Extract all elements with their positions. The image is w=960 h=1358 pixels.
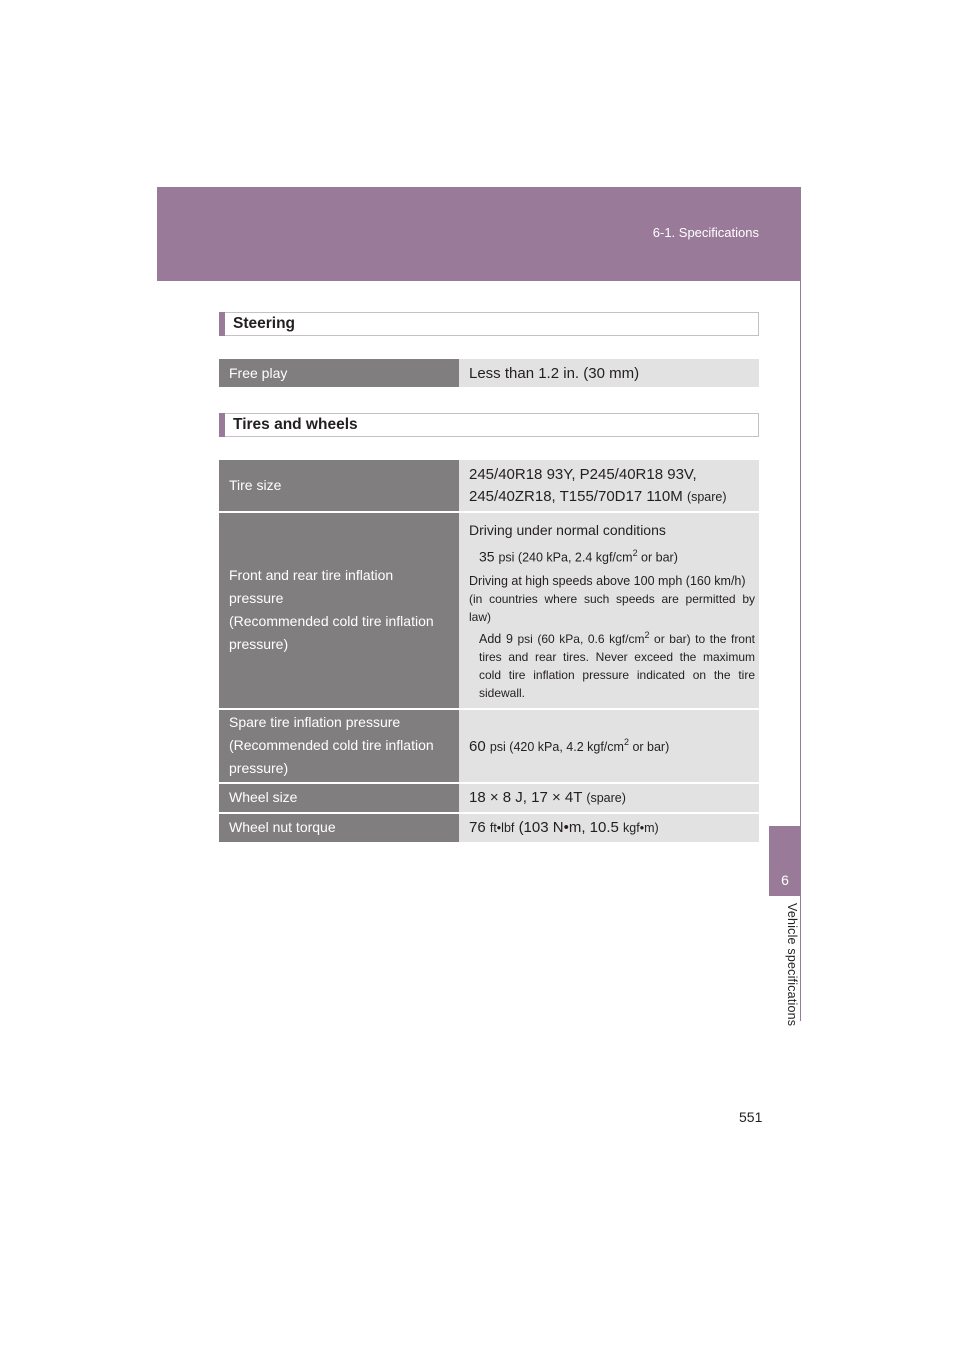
row-value: 245/40R18 93Y, P245/40R18 93V, 245/40ZR18, T155/70D17 110M (spare) bbox=[459, 460, 759, 512]
table-row bbox=[219, 460, 759, 512]
table-row bbox=[219, 813, 759, 843]
table-row bbox=[219, 512, 759, 709]
side-divider bbox=[800, 281, 801, 1021]
tires-heading: Tires and wheels bbox=[219, 413, 759, 437]
section-title: 6-1. Specifications bbox=[652, 225, 759, 240]
table-row bbox=[219, 709, 759, 783]
row-value: 76 ft•lbf (103 N•m, 10.5 kgf•m) bbox=[459, 813, 759, 843]
tires-table bbox=[219, 460, 759, 844]
row-value: 18 × 8 J, 17 × 4T (spare) bbox=[459, 783, 759, 813]
row-value: Driving under normal conditions 35 psi (240 kPa, 2.4 kgf/$cm^2$ or bar) Driving at high speeds above 100 mph (160 km/h) (in countries where such speeds are permitted by law) Add 9 psi (60 kPa, 0.6 kgf/$cm^2$ or bar) to the front tires and rear tires. Never exceed the maximum cold tire inflation pressure indicated on the tire sidewall. bbox=[459, 512, 759, 709]
row-label: Wheel size bbox=[219, 783, 459, 813]
page-number: 551 bbox=[739, 1109, 763, 1125]
steering-heading: Steering bbox=[219, 312, 759, 336]
chapter-number: 6 bbox=[781, 872, 789, 888]
steering-table bbox=[219, 359, 759, 389]
page-header bbox=[157, 187, 801, 281]
row-value: Less than 1.2 in. (30 mm) bbox=[459, 359, 759, 388]
table-row bbox=[219, 359, 759, 388]
row-label: Front and rear tire inflation pressure (Recommended cold tire inflation pressure) bbox=[219, 512, 459, 709]
row-label: Spare tire inflation pressure (Recommended cold tire inflation pressure) bbox=[219, 709, 459, 783]
row-value: 60 psi (420 kPa, 4.2 kgf/$cm^2$ or bar) bbox=[459, 709, 759, 783]
table-row bbox=[219, 783, 759, 813]
chapter-label: Vehicle specifications bbox=[785, 903, 799, 1027]
row-label: Tire size bbox=[219, 460, 459, 512]
chapter-tab bbox=[769, 826, 801, 896]
row-label: Wheel nut torque bbox=[219, 813, 459, 843]
row-label: Free play bbox=[219, 359, 459, 388]
